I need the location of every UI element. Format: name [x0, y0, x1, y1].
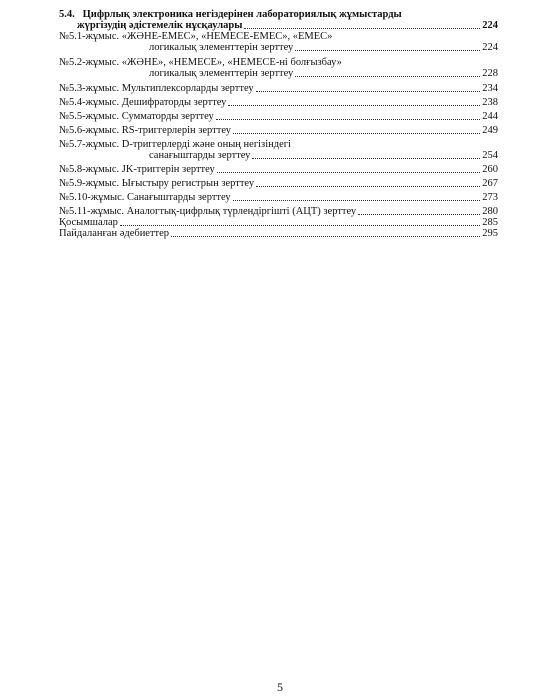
leader-dots — [217, 172, 480, 173]
toc-entry-5-6[interactable] — [59, 125, 498, 136]
toc-page-number: 267 — [482, 178, 498, 189]
toc-page-number: 234 — [482, 83, 498, 94]
toc-entry-title-cont: санағыштарды зерттеу — [149, 150, 251, 161]
leader-dots — [120, 225, 480, 226]
leader-dots — [228, 105, 480, 106]
toc-entry-title: №5.7-жұмыс. D-триггерлерді және оның негізіндегі — [59, 139, 291, 150]
toc-entry-title: №5.5-жұмыс. Сумматорды зерттеу — [59, 111, 214, 122]
toc-page-number: 254 — [482, 150, 498, 161]
toc-entry-5-1[interactable] — [59, 31, 498, 53]
leader-dots — [171, 236, 480, 237]
toc-entry-title: №5.1-жұмыс. «ЖӘНЕ-ЕМЕС», «НЕМЕСЕ-ЕМЕС», «ЕМЕС» — [59, 31, 333, 42]
toc-entry-title: №5.8-жұмыс. JK-триггерін зерттеу — [59, 164, 215, 175]
leader-dots — [295, 76, 480, 77]
table-of-contents — [59, 9, 498, 239]
toc-page-number: 224 — [482, 42, 498, 53]
toc-entry-title-cont: логикалық элементтерін зерттеу — [149, 42, 294, 53]
toc-entry-5-9[interactable] — [59, 178, 498, 189]
toc-page-number: 228 — [482, 68, 498, 79]
toc-entry-title: №5.4-жұмыс. Дешифраторды зерттеу — [59, 97, 227, 108]
toc-entry-5-10[interactable] — [59, 192, 498, 203]
leader-dots — [295, 50, 480, 51]
leader-dots — [244, 28, 480, 29]
leader-dots — [216, 119, 480, 120]
toc-entry-title: №5.9-жұмыс. Ығыстыру регистрын зерттеу — [59, 178, 255, 189]
toc-page-number: 285 — [482, 217, 498, 228]
leader-dots — [256, 186, 480, 187]
toc-entry-title: №5.3-жұмыс. Мультиплексорларды зерттеу — [59, 83, 254, 94]
toc-entry-title: Қосымшалар — [59, 217, 118, 228]
toc-entry-title-cont: жүргізудің әдістемелік нұсқаулары — [77, 20, 243, 31]
toc-entry-title: 5.4. Цифрлық электроника негіздерінен лабораториялық жұмыстарды — [59, 9, 402, 20]
toc-entry-title: №5.10-жұмыс. Санағыштарды зерттеу — [59, 192, 231, 203]
toc-page-number: 224 — [482, 20, 498, 31]
toc-page-number: 260 — [482, 164, 498, 175]
toc-entry-5-11[interactable] — [59, 206, 498, 217]
toc-entry-title: №5.11-жұмыс. Аналогтық-цифрлық түрлендіргішті (АЦТ) зерттеу — [59, 206, 357, 217]
toc-page-number: 249 — [482, 125, 498, 136]
toc-entry-5-2[interactable] — [59, 57, 498, 79]
toc-page-number: 244 — [482, 111, 498, 122]
leader-dots — [358, 214, 480, 215]
toc-entry-title: №5.6-жұмыс. RS-триггерлерін зерттеу — [59, 125, 231, 136]
toc-page-number: 295 — [482, 228, 498, 239]
toc-entry-title-cont: логикалық элементтерін зерттеу — [149, 68, 294, 79]
page-number: 5 — [277, 680, 283, 694]
toc-page-number: 280 — [482, 206, 498, 217]
toc-entry-5-8[interactable] — [59, 164, 498, 175]
toc-page-number: 238 — [482, 97, 498, 108]
toc-entry-title: №5.2-жұмыс. «ЖӘНЕ», «НЕМЕСЕ», «НЕМЕСЕ-ні болғызбау» — [59, 57, 342, 68]
leader-dots — [233, 133, 480, 134]
toc-entry-5-5[interactable] — [59, 111, 498, 122]
toc-entry-5-3[interactable] — [59, 83, 498, 94]
toc-page-number: 273 — [482, 192, 498, 203]
leader-dots — [233, 200, 481, 201]
toc-entry-5-7[interactable] — [59, 139, 498, 161]
toc-entry-references[interactable] — [59, 228, 498, 239]
toc-entry-appendices[interactable] — [59, 217, 498, 228]
toc-entry-5-4[interactable] — [59, 9, 498, 31]
toc-entry-title: Пайдаланған әдебиеттер — [59, 228, 170, 239]
toc-entry-5-4-work[interactable] — [59, 97, 498, 108]
leader-dots — [252, 158, 480, 159]
leader-dots — [256, 91, 481, 92]
